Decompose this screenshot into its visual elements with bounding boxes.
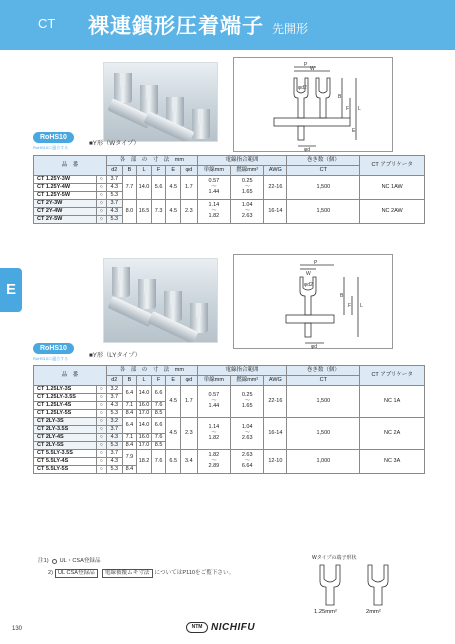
logo-mark: NTM xyxy=(186,622,208,633)
cell-single: 1.14 〜 1.82 xyxy=(197,418,230,450)
cell-single: 1.82 〜 2.89 xyxy=(197,450,230,474)
cell-d2: 3.7 xyxy=(106,176,122,184)
cell-e: 6.5 xyxy=(166,450,181,474)
svg-text:P: P xyxy=(314,260,318,266)
product-photo-ly-type xyxy=(103,258,218,343)
header-stranded: 撚線mm² xyxy=(231,166,264,176)
header-ct: CT xyxy=(287,166,360,176)
cell-d2: 4.3 xyxy=(106,434,122,442)
cell-stranded: 0.25 〜 1.65 xyxy=(231,176,264,200)
rohs-note: RoHS10に適合する xyxy=(33,356,69,361)
cell-phid: 1.7 xyxy=(180,176,197,200)
note-box-strip: 電線被覆ムキ寸法 xyxy=(102,569,153,578)
header-e: E xyxy=(166,166,181,176)
cell-d2: 5.3 xyxy=(106,216,122,224)
cell-d2: 4.3 xyxy=(106,458,122,466)
svg-text:φd2: φd2 xyxy=(304,282,313,288)
cell-d2: 3.2 xyxy=(106,386,122,394)
section2-caption: ■Y形（LYタイプ） xyxy=(89,352,141,359)
cell-stranded: 1.04 〜 2.63 xyxy=(231,418,264,450)
cell-b: 7.9 xyxy=(122,450,137,466)
cell-b: 8.4 xyxy=(122,466,137,474)
header-applicator: CT アプリケータ xyxy=(360,366,425,386)
svg-text:L: L xyxy=(358,106,361,112)
circle-icon: ○ xyxy=(96,208,106,216)
circle-icon: ○ xyxy=(96,442,106,450)
note-text: UL・CSA登録品 xyxy=(59,558,101,564)
cell-phid: 1.7 xyxy=(180,386,197,418)
product-photo-w-type xyxy=(103,62,218,142)
rohs-note: RoHS10に適合する xyxy=(33,145,69,150)
cell-d2: 5.3 xyxy=(106,192,122,200)
page-number: 130 xyxy=(12,626,23,632)
cell-b: 6.4 xyxy=(122,386,137,402)
spec-table-w-type xyxy=(33,155,425,224)
svg-text:B: B xyxy=(338,94,342,100)
cell-d2: 5.3 xyxy=(106,410,122,418)
header-f: F xyxy=(151,376,166,386)
header-awg: AWG xyxy=(264,166,287,176)
svg-text:φd2: φd2 xyxy=(298,85,307,91)
part-number: CT 2Y-4W xyxy=(34,208,97,216)
cell-stranded: 2.63 〜 6.64 xyxy=(231,450,264,474)
circle-icon: ○ xyxy=(96,426,106,434)
cell-qty: 1,500 xyxy=(287,176,360,200)
cell-applicator: NC 2A xyxy=(360,418,425,450)
header-single: 単線mm xyxy=(197,166,230,176)
cell-awg: 16-14 xyxy=(264,418,287,450)
part-number: CT 2LY-5S xyxy=(34,442,97,450)
part-number: CT 1.25LY-4S xyxy=(34,402,97,410)
cell-d2: 3.7 xyxy=(106,394,122,402)
cell-awg: 16-14 xyxy=(264,200,287,224)
header-wire: 電線指合範囲 xyxy=(197,156,287,166)
svg-text:B: B xyxy=(340,293,344,299)
circle-icon: ○ xyxy=(96,394,106,402)
cell-phid: 3.4 xyxy=(180,450,197,474)
cell-single: 0.57 〜 1.44 xyxy=(197,176,230,200)
header-qty: 巻き数（個） xyxy=(287,366,360,376)
spec-table-ly-type xyxy=(33,365,425,474)
cell-b: 8.0 xyxy=(122,200,137,224)
header-b: B xyxy=(122,376,137,386)
header-phid: φd xyxy=(180,166,197,176)
part-number: CT 5.5LY-3.5S xyxy=(34,450,97,458)
cell-stranded: 0.25 〜 1.65 xyxy=(231,386,264,418)
cell-l: 16.0 xyxy=(138,433,150,440)
header-single: 単線mm xyxy=(197,376,230,386)
circle-icon: ○ xyxy=(96,458,106,466)
cell-d2: 5.3 xyxy=(106,442,122,450)
cell-e: 4.5 xyxy=(166,386,181,418)
part-number: CT 1.25Y-3W xyxy=(34,176,97,184)
page-title: 裸連鎖形圧着端子 xyxy=(88,14,264,38)
cell-qty: 1,000 xyxy=(287,450,360,474)
part-number: CT 5.5LY-5S xyxy=(34,466,97,474)
cell-b: 7.1 xyxy=(122,402,137,410)
nichifu-logo xyxy=(186,622,255,633)
rohs-label: RoHS10 xyxy=(33,132,74,143)
cell-l: 16.5 xyxy=(137,200,152,224)
cell-d2: 3.7 xyxy=(106,450,122,458)
circle-icon: ○ xyxy=(96,466,106,474)
circle-icon xyxy=(52,559,57,564)
header-d2: d2 xyxy=(106,376,122,386)
cell-qty: 1,500 xyxy=(287,418,360,450)
header-wire: 電線指合範囲 xyxy=(197,366,287,376)
svg-text:F: F xyxy=(348,303,352,309)
header-awg: AWG xyxy=(264,376,287,386)
cell-f: 7.3 xyxy=(151,200,166,224)
cell-d2: 3.7 xyxy=(106,426,122,434)
cell-f: 7.6 xyxy=(151,434,166,442)
cell-d2: 5.3 xyxy=(106,466,122,474)
circle-icon: ○ xyxy=(96,402,106,410)
size-2: 2mm² xyxy=(366,609,381,615)
note-2 xyxy=(38,567,234,579)
size-1-25: 1.25mm² xyxy=(314,609,337,615)
header-b: B xyxy=(122,166,137,176)
cell-l: 14.0 xyxy=(137,176,152,200)
circle-icon: ○ xyxy=(96,450,106,458)
footnotes xyxy=(38,555,234,579)
table-row xyxy=(34,176,425,184)
w-type-label: Wタイプの端子形状 xyxy=(312,555,357,561)
table-row xyxy=(34,386,425,394)
cell-e: 4.5 xyxy=(166,200,181,224)
header-d2: d2 xyxy=(106,166,122,176)
part-number: CT 1.25Y-4W xyxy=(34,184,97,192)
cell-applicator: NC 3A xyxy=(360,450,425,474)
cell-b: 8.4 xyxy=(122,410,137,418)
w-shape-svg xyxy=(312,561,402,607)
note-1 xyxy=(38,555,234,567)
svg-text:L: L xyxy=(360,303,363,309)
svg-text:φd: φd xyxy=(311,344,318,350)
circle-icon: ○ xyxy=(96,386,106,394)
cell-b: 8.4 xyxy=(122,442,137,450)
cell-d2: 3.7 xyxy=(106,200,122,208)
cell-single: 1.14 〜 1.82 xyxy=(197,200,230,224)
drawing-svg xyxy=(234,58,394,153)
note-box-ul-csa: UL CSA登録品 xyxy=(55,569,98,578)
svg-text:W: W xyxy=(310,66,315,72)
part-number: CT 1.25Y-5W xyxy=(34,192,97,200)
page-subtitle: 先開形 xyxy=(272,22,309,36)
circle-icon: ○ xyxy=(96,192,106,200)
header-phid: φd xyxy=(180,376,197,386)
dimension-drawing-ly-type xyxy=(233,254,393,349)
cell-l: 17.0 xyxy=(138,441,150,448)
cell-applicator: NC 2AW xyxy=(360,200,425,224)
header-ct: CT xyxy=(287,376,360,386)
cell-stranded: 1.04 〜 2.63 xyxy=(231,200,264,224)
cell-b: 6.4 xyxy=(122,418,137,434)
part-number: CT 1.25LY-5S xyxy=(34,410,97,418)
rohs-label: RoHS10 xyxy=(33,343,74,354)
cell-b: 7.7 xyxy=(122,176,137,200)
rohs-badge-1 xyxy=(33,132,74,150)
svg-text:P: P xyxy=(304,62,308,68)
part-number: CT 1.25LY-3S xyxy=(34,386,97,394)
header-f: F xyxy=(151,166,166,176)
cell-f: 6.6 xyxy=(151,418,166,434)
part-number: CT 2LY-4S xyxy=(34,434,97,442)
cell-phid: 2.3 xyxy=(180,200,197,224)
cell-l: 17.0 xyxy=(138,409,150,416)
header-part: 品 番 xyxy=(34,156,107,176)
header-stranded: 撚線mm² xyxy=(231,376,264,386)
cell-f: 5.6 xyxy=(151,176,166,200)
cell-f: 6.6 xyxy=(151,386,166,402)
circle-icon: ○ xyxy=(96,176,106,184)
header-dims: 各 部 の 寸 法 mm xyxy=(106,156,197,166)
cell-awg: 12-10 xyxy=(264,450,287,474)
w-type-shape-drawing xyxy=(312,555,402,619)
cell-phid: 2.3 xyxy=(180,418,197,450)
cell-f: 7.6 xyxy=(151,402,166,410)
cell-qty: 1,500 xyxy=(287,200,360,224)
drawing-svg xyxy=(234,255,394,350)
cell-awg: 22-16 xyxy=(264,176,287,200)
cell-qty: 1,500 xyxy=(287,386,360,418)
header-part: 品 番 xyxy=(34,366,107,386)
circle-icon: ○ xyxy=(96,184,106,192)
section-tab-e: E xyxy=(0,268,22,312)
section1-caption: ■Y形（Wタイプ） xyxy=(89,140,140,147)
header-qty: 巻き数（個） xyxy=(287,156,360,166)
table-row xyxy=(34,200,425,208)
header-l: L xyxy=(137,166,152,176)
svg-text:W: W xyxy=(306,271,311,277)
cell-l: 14.0 xyxy=(137,418,152,434)
circle-icon: ○ xyxy=(96,418,106,426)
circle-icon: ○ xyxy=(96,216,106,224)
cell-awg: 22-16 xyxy=(264,386,287,418)
cell-l: 16.0 xyxy=(138,401,150,408)
svg-text:F: F xyxy=(346,106,350,112)
svg-text:E: E xyxy=(352,128,356,134)
table-row xyxy=(34,418,425,426)
circle-icon: ○ xyxy=(96,200,106,208)
svg-text:φd: φd xyxy=(304,147,311,153)
cell-e: 4.5 xyxy=(166,176,181,200)
dimension-drawing-w-type xyxy=(233,57,393,152)
header-l: L xyxy=(137,376,152,386)
cell-applicator: NC 1A xyxy=(360,386,425,418)
cell-f: 8.5 xyxy=(151,410,166,418)
circle-icon: ○ xyxy=(96,410,106,418)
part-number: CT 2LY-3S xyxy=(34,418,97,426)
part-number: CT 2LY-3.5S xyxy=(34,426,97,434)
cell-l: 14.0 xyxy=(137,386,152,402)
table-row xyxy=(34,450,425,458)
part-number: CT 1.25LY-3.5S xyxy=(34,394,97,402)
cell-f: 7.6 xyxy=(151,450,166,474)
rohs-badge-2 xyxy=(33,343,74,361)
cell-d2: 4.3 xyxy=(106,402,122,410)
cell-l: 18.2 xyxy=(137,450,152,474)
cell-single: 0.57 〜 1.44 xyxy=(197,386,230,418)
header-e: E xyxy=(166,376,181,386)
series-code: CT xyxy=(38,16,56,31)
note-text: についてはP110をご覧下さい。 xyxy=(154,570,235,576)
cell-applicator: NC 1AW xyxy=(360,176,425,200)
note-number: 注1) xyxy=(38,558,49,564)
part-number: CT 5.5LY-4S xyxy=(34,458,97,466)
cell-b: 7.1 xyxy=(122,434,137,442)
part-number: CT 2Y-3W xyxy=(34,200,97,208)
note-number: 2) xyxy=(48,570,53,576)
cell-e: 4.5 xyxy=(166,418,181,450)
header-applicator: CT アプリケータ xyxy=(360,156,425,176)
cell-d2: 4.3 xyxy=(106,208,122,216)
logo-wordmark: NICHIFU xyxy=(211,622,256,633)
cell-d2: 3.2 xyxy=(106,418,122,426)
part-number: CT 2Y-5W xyxy=(34,216,97,224)
header-dims: 各 部 の 寸 法 mm xyxy=(106,366,197,376)
page-header xyxy=(0,0,455,50)
cell-f: 8.5 xyxy=(151,442,166,450)
cell-d2: 4.3 xyxy=(106,184,122,192)
circle-icon: ○ xyxy=(96,434,106,442)
